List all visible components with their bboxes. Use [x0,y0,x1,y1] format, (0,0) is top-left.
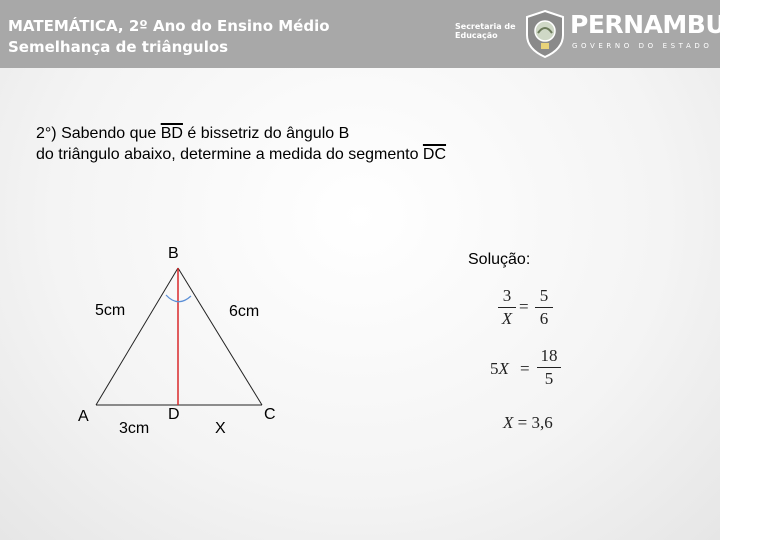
side-ab-label: 5cm [95,302,126,319]
eq3-var: X [503,413,514,432]
secretaria-text: Secretaria de [455,22,516,31]
eq1-lhs-den: X [501,309,513,328]
vertex-d-label: D [168,406,180,423]
eq2-rhs-den: 5 [544,369,554,388]
eq1-rhs-num: 5 [539,286,549,305]
solution-label: Solução: [468,251,531,268]
eq2-var: X [498,359,509,378]
eq3-equals: = [517,413,528,432]
eq2-rhs-fraction [537,346,561,389]
state-subtitle: GOVERNO DO ESTADO [572,42,713,50]
segment-ad-label: 3cm [119,420,150,437]
eq1-lhs-num: 3 [502,286,512,305]
vertex-b-label: B [168,245,179,262]
eq1-rhs-fraction [535,286,553,329]
eq3 [503,413,553,433]
eq2-coef: 5 [490,359,499,378]
educacao-text: Educação [455,31,498,40]
question-text-1a: 2°) Sabendo que [36,125,161,142]
slide-title: MATEMÁTICA, 2º Ano do Ensino Médio [8,17,330,35]
segment-bd: $\overline{BD}$ [160,125,183,142]
side-bc-label: 6cm [229,303,260,320]
vertex-c-label: C [264,406,276,423]
vertex-a-label: A [78,408,89,425]
eq1-rhs-den: 6 [539,309,549,328]
eq1-equals: = [519,297,529,316]
eq1-lhs-bar [498,307,516,308]
state-name: PERNAMBUCO [570,10,764,39]
slide-subtitle: Semelhança de triângulos [8,38,229,56]
eq1-lhs-fraction [498,286,516,329]
eq3-value: 3,6 [531,413,553,432]
segment-dc-label: X [215,420,226,437]
eq2-rhs-bar [537,367,561,368]
question-text-1b: é bissetriz do ângulo B [182,125,350,142]
eq2-rhs-num: 18 [540,346,558,365]
side-bc [178,268,262,405]
segment-dc: $\overline{DC}$ [422,146,447,163]
eq2-lhs [490,359,509,379]
eq2-equals: = [520,359,530,378]
side-ab [96,268,178,405]
question-text-2a: do triângulo abaixo, determine a medida do segmento [36,146,423,163]
eq1-rhs-bar [535,307,553,308]
